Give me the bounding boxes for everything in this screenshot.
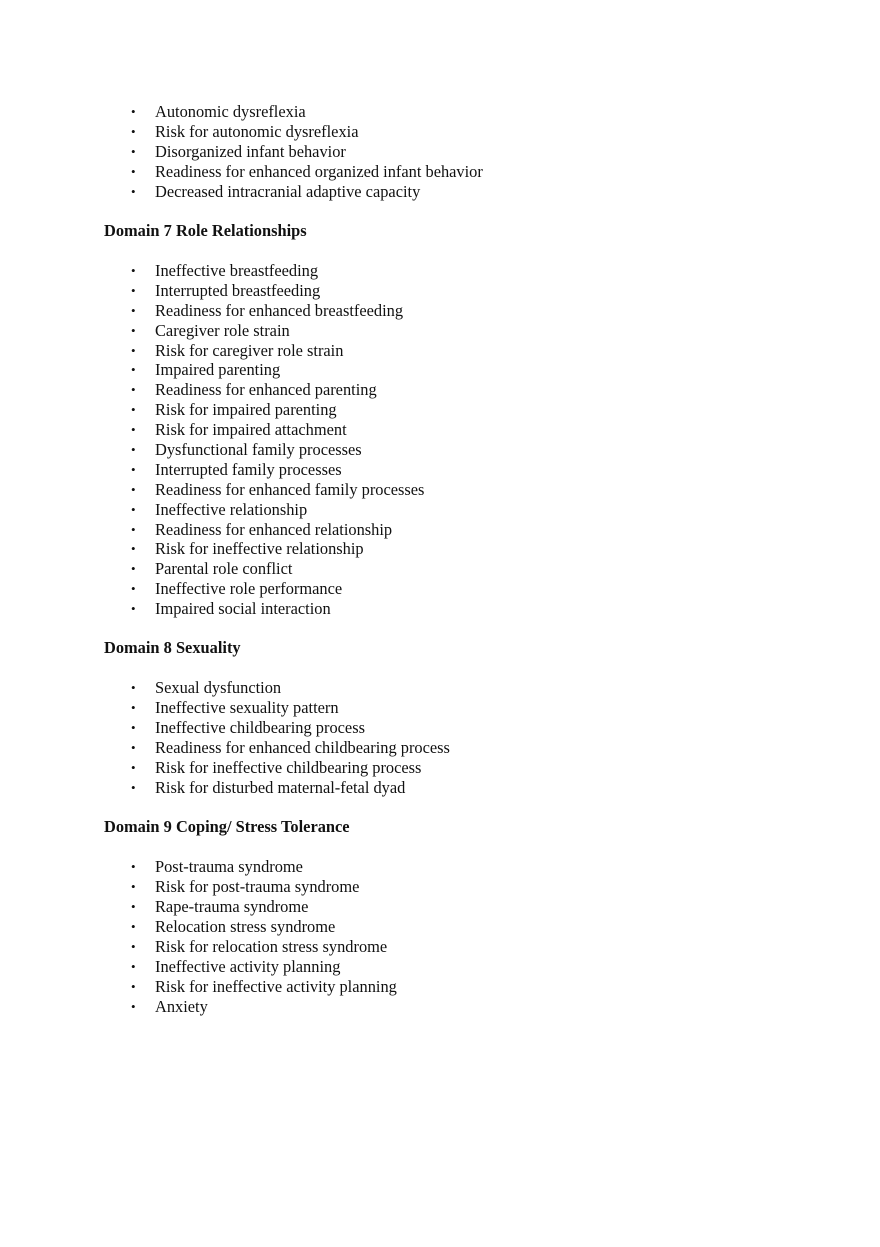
domain-8-heading: Domain 8 Sexuality [104, 638, 241, 658]
list-item [104, 102, 804, 122]
list-item [104, 857, 804, 877]
list-item [104, 698, 804, 718]
bullet-icon: • [131, 601, 136, 617]
list-item-text: Impaired parenting [155, 360, 281, 380]
list-item-text: Risk for autonomic dysreflexia [155, 121, 359, 141]
list-item-text: Disorganized infant behavior [155, 141, 346, 161]
list-item-text: Risk for relocation stress syndrome [155, 936, 388, 956]
list-item [104, 758, 804, 778]
list-item [104, 678, 804, 698]
list-item [104, 877, 804, 897]
list-item [104, 142, 804, 162]
list-item [104, 500, 804, 520]
list-item [104, 579, 804, 599]
bullet-icon: • [131, 700, 136, 716]
domain-8-list [104, 678, 804, 797]
bullet-icon: • [131, 521, 136, 537]
list-item [104, 897, 804, 917]
list-item-text: Interrupted family processes [155, 459, 342, 479]
bullet-icon: • [131, 342, 136, 358]
bullet-icon: • [131, 720, 136, 736]
list-item-text: Readiness for enhanced family processes [155, 479, 425, 499]
bullet-icon: • [131, 322, 136, 338]
bullet-icon: • [131, 998, 136, 1014]
list-item-text: Rape-trauma syndrome [155, 897, 309, 917]
list-item-text: Parental role conflict [155, 559, 293, 579]
list-item-text: Dysfunctional family processes [155, 439, 362, 459]
domain-9-list [104, 857, 804, 1016]
list-item-text: Readiness for enhanced childbearing process [155, 738, 450, 758]
list-item [104, 539, 804, 559]
bullet-icon: • [131, 461, 136, 477]
intro-list [104, 102, 804, 201]
list-item-text: Risk for impaired attachment [155, 420, 347, 440]
bullet-icon: • [131, 919, 136, 934]
bullet-icon: • [131, 680, 136, 696]
list-item [104, 301, 804, 321]
bullet-icon: • [131, 859, 136, 875]
list-item [104, 559, 804, 579]
list-item-text: Readiness for enhanced relationship [155, 519, 393, 539]
list-item [104, 718, 804, 738]
bullet-icon: • [131, 581, 136, 597]
bullet-icon: • [131, 899, 136, 915]
bullet-icon: • [131, 501, 136, 517]
bullet-icon: • [131, 262, 136, 278]
list-item-text: Risk for impaired parenting [155, 400, 337, 420]
list-item [104, 957, 804, 977]
bullet-icon: • [131, 938, 136, 954]
bullet-icon: • [131, 302, 136, 318]
list-item-text: Impaired social interaction [155, 599, 331, 619]
list-item [104, 360, 804, 380]
list-item-text: Ineffective childbearing process [155, 718, 365, 738]
list-item-text: Sexual dysfunction [155, 678, 282, 698]
list-item-text: Risk for ineffective childbearing process [155, 758, 422, 778]
list-item [104, 420, 804, 440]
list-item-text: Ineffective role performance [155, 579, 343, 599]
list-item [104, 937, 804, 957]
list-item [104, 122, 804, 142]
list-item-text: Ineffective sexuality pattern [155, 698, 339, 718]
list-item [104, 440, 804, 460]
bullet-icon: • [131, 163, 136, 179]
list-item-text: Ineffective breastfeeding [155, 260, 319, 280]
bullet-icon: • [131, 740, 136, 756]
domain-7-list [104, 261, 804, 619]
bullet-icon: • [131, 422, 136, 438]
bullet-icon: • [131, 779, 136, 795]
list-item-text: Risk for disturbed maternal-fetal dyad [155, 777, 406, 797]
list-item-text: Risk for caregiver role strain [155, 340, 344, 360]
bullet-icon: • [131, 879, 136, 895]
list-item [104, 520, 804, 540]
bullet-icon: • [131, 441, 136, 457]
list-item-text: Readiness for enhanced organized infant behavior [155, 161, 483, 181]
list-item-text: Post-trauma syndrome [155, 857, 303, 877]
list-item [104, 261, 804, 281]
bullet-icon: • [131, 958, 136, 974]
bullet-icon: • [131, 561, 136, 577]
bullet-icon: • [131, 123, 136, 139]
list-item [104, 917, 804, 937]
list-item-text: Readiness for enhanced parenting [155, 380, 377, 400]
list-item-text: Interrupted breastfeeding [155, 280, 321, 300]
bullet-icon: • [131, 978, 136, 994]
domain-9-heading: Domain 9 Coping/ Stress Tolerance [104, 817, 350, 837]
list-item [104, 182, 804, 202]
list-item [104, 380, 804, 400]
document-content [104, 102, 804, 1016]
list-item [104, 977, 804, 997]
bullet-icon: • [131, 183, 136, 199]
list-item [104, 400, 804, 420]
bullet-icon: • [131, 282, 136, 298]
bullet-icon: • [131, 760, 136, 776]
list-item [104, 460, 804, 480]
list-item [104, 480, 804, 500]
list-item-text: Decreased intracranial adaptive capacity [155, 181, 421, 201]
list-item [104, 997, 804, 1017]
list-item-text: Risk for post-trauma syndrome [155, 877, 360, 897]
bullet-icon: • [131, 481, 136, 497]
bullet-icon: • [131, 143, 136, 159]
bullet-icon: • [131, 362, 136, 378]
list-item-text: Caregiver role strain [155, 320, 290, 340]
list-item-text: Relocation stress syndrome [155, 917, 336, 936]
list-item-text: Risk for ineffective relationship [155, 539, 364, 559]
list-item-text: Anxiety [155, 996, 208, 1016]
bullet-icon: • [131, 402, 136, 418]
bullet-icon: • [131, 541, 136, 557]
list-item [104, 738, 804, 758]
list-item-text: Autonomic dysreflexia [155, 102, 306, 121]
list-item-text: Risk for ineffective activity planning [155, 976, 397, 996]
bullet-icon: • [131, 382, 136, 398]
list-item [104, 599, 804, 619]
list-item [104, 778, 804, 798]
bullet-icon: • [131, 104, 136, 119]
list-item-text: Ineffective activity planning [155, 956, 341, 976]
list-item [104, 321, 804, 341]
list-item-text: Ineffective relationship [155, 499, 308, 519]
domain-7-heading: Domain 7 Role Relationships [104, 220, 307, 240]
list-item [104, 341, 804, 361]
list-item-text: Readiness for enhanced breastfeeding [155, 300, 404, 320]
list-item [104, 162, 804, 182]
list-item [104, 281, 804, 301]
